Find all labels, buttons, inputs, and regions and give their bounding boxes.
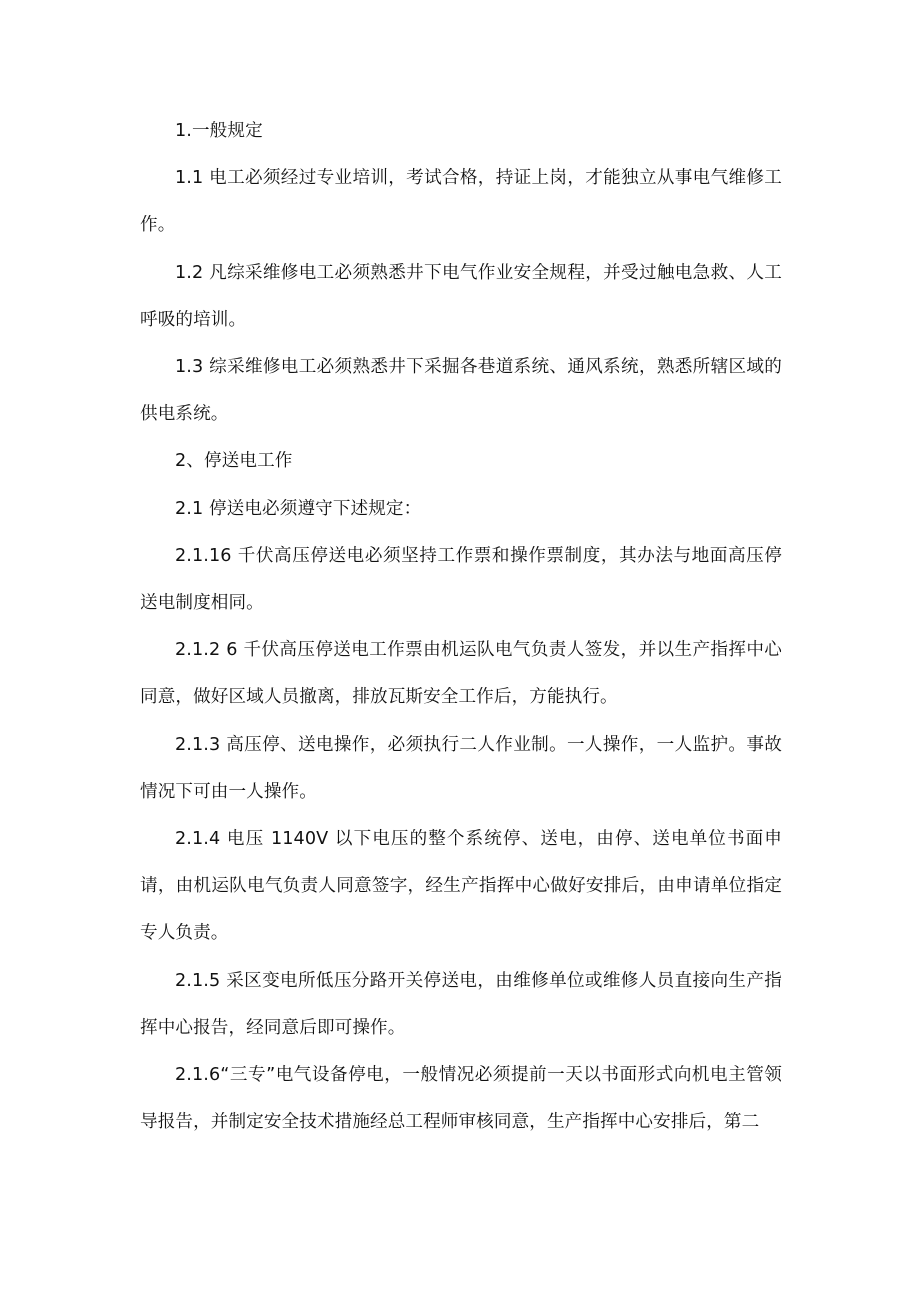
- paragraph-2-1-1: 2.1.16 千伏高压停送电必须坚持工作票和操作票制度，其办法与地面高压停送电制度相同。: [140, 545, 782, 614]
- heading-general-rules: 1.一般规定: [175, 121, 263, 141]
- paragraph-1-3: 1.3 综采维修电工必须熟悉井下采掘各巷道系统、通风系统，熟悉所辖区域的供电系统。: [140, 357, 782, 425]
- document-page: [140, 108, 782, 1146]
- paragraph-2-1: 2.1 停送电必须遵守下述规定：: [175, 498, 422, 519]
- paragraph-2-1-2: 2.1.2 6 千伏高压停送电工作票由机运队电气负责人签发，并以生产指挥中心同意，做好区域人员撤离，排放瓦斯安全工作后，方能执行。: [140, 640, 782, 708]
- paragraph-1-2: 1.2 凡综采维修电工必须熟悉井下电气作业安全规程，并受过触电急救、人工呼吸的培训。: [140, 262, 782, 330]
- paragraph-2-1-4: 2.1.4 电压 1140V 以下电压的整个系统停、送电，由停、送电单位书面申请，由机运队电气负责人同意签字，经生产指挥中心做好安排后，由申请单位指定专人负责。: [140, 829, 782, 944]
- paragraph-2-1-5: 2.1.5 采区变电所低压分路开关停送电，由维修单位或维修人员直接向生产指挥中心报告，经同意后即可操作。: [140, 970, 782, 1038]
- heading-power-outage-work: 2、停送电工作: [175, 451, 293, 472]
- paragraph-1-1: 1.1 电工必须经过专业培训，考试合格，持证上岗，才能独立从事电气维修工作。: [140, 168, 782, 236]
- paragraph-2-1-3: 2.1.3 高压停、送电操作，必须执行二人作业制。一人操作，一人监护。事故情况下可由一人操作。: [140, 734, 782, 802]
- paragraph-2-1-6: 2.1.6“三专”电气设备停电，一般情况必须提前一天以书面形式向机电主管领导报告，并制定安全技术措施经总工程师审核同意，生产指挥中心安排后，第二: [140, 1065, 782, 1133]
